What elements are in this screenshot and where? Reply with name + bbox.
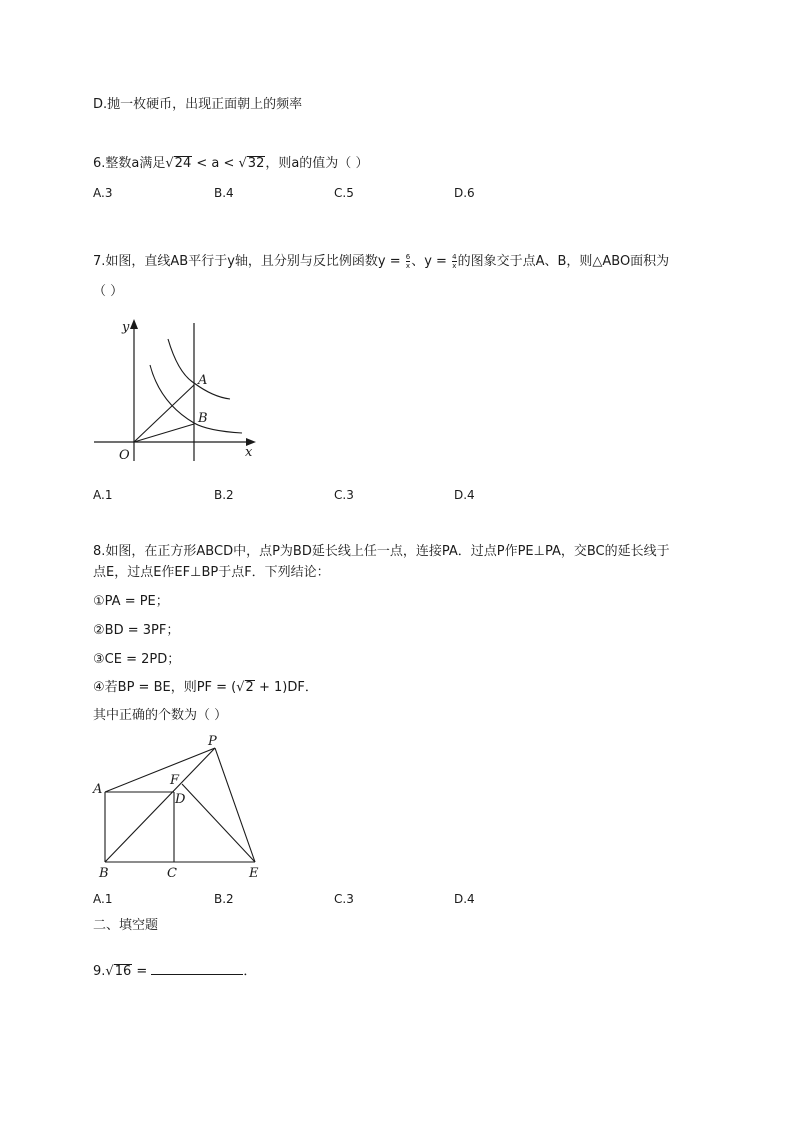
q6-stem: 6.整数a满足√24 < a < √32，则a的值为（ ）: [93, 156, 369, 171]
q9-answer-blank: [151, 962, 243, 975]
label-e: E: [249, 866, 259, 881]
q8-c4-suffix: + 1)DF．: [254, 680, 318, 695]
q7-fraction-4-x: $\frac{4}{x}$: [452, 253, 457, 270]
label-a: A: [93, 782, 103, 797]
q9-root-16: 16: [114, 964, 132, 979]
q9-prefix: 9.: [93, 964, 106, 979]
q8-option-a: A.1: [93, 892, 113, 906]
q6-option-c: C.5: [334, 186, 354, 200]
q6-prefix: 6.整数a满足: [93, 156, 166, 171]
y-axis-arrow-icon: [130, 319, 138, 329]
q8-c4-root: 2: [245, 680, 254, 695]
label-y: y: [122, 320, 130, 335]
q8-conclusion-3: ③CE = 2PD；: [93, 652, 181, 667]
q9-eq: =: [132, 964, 152, 979]
q7-option-a: A.1: [93, 488, 113, 502]
curve-y-6-over-x: [168, 339, 230, 399]
q8-conclusion-1: ①PA = PE；: [93, 594, 169, 609]
label-b: B: [99, 866, 109, 881]
label-o: O: [119, 448, 130, 463]
q8-conclusion-4: ④若BP = BE，则PF = (√2 + 1)DF．: [93, 680, 318, 695]
q8-conclusion-2: ②BD = 3PF；: [93, 623, 180, 638]
q7-fraction-6-x: $\frac{6}{x}$: [405, 253, 411, 270]
label-x: x: [245, 445, 253, 460]
q8-line-2: 点E，过点E作EF⊥BP于点F．下列结论：: [93, 565, 330, 580]
q8-figure: [88, 730, 278, 885]
q8-option-d: D.4: [454, 892, 475, 906]
q7-figure: [88, 313, 268, 465]
q8-option-c: C.3: [334, 892, 354, 906]
label-b: B: [198, 411, 208, 426]
q6-mid: < a <: [192, 156, 239, 171]
q6-option-d: D.6: [454, 186, 475, 200]
q8-line-1: 8.如图，在正方形ABCD中，点P为BD延长线上任一点，连接PA．过点P作PE⊥PA，交BC的延长线于: [93, 544, 670, 559]
segment-ap: [105, 748, 215, 792]
q7-option-c: C.3: [334, 488, 354, 502]
q8-c4-prefix: ④若BP = BE，则PF = (: [93, 680, 237, 695]
label-a: A: [198, 373, 208, 388]
label-c: C: [167, 866, 177, 881]
q7-option-d: D.4: [454, 488, 475, 502]
q6-suffix: ，则a的值为（ ）: [265, 156, 369, 171]
q7-stem: [93, 253, 669, 270]
segment-ef: [182, 784, 255, 862]
q7-paren: （ ）: [93, 284, 124, 299]
q7-prefix: 7.如图，直线AB平行于y轴，且分别与反比例函数y =: [93, 254, 405, 269]
label-p: P: [208, 734, 217, 749]
q9-stem: 9.√16 = ．: [93, 964, 257, 979]
q9-end: ．: [243, 964, 257, 979]
q7-mid: 、y =: [411, 254, 452, 269]
q8-question: 其中正确的个数为（ ）: [93, 708, 228, 723]
q6-root-32: 32: [247, 156, 265, 171]
q6-root-24: 24: [174, 156, 192, 171]
q8-option-b: B.2: [214, 892, 234, 906]
q7-suffix: 的图象交于点A、B，则△ABO面积为: [457, 254, 670, 269]
segment-bp: [105, 748, 215, 862]
q6-option-b: B.4: [214, 186, 234, 200]
q7-option-b: B.2: [214, 488, 234, 502]
segment-pe: [215, 748, 255, 862]
label-f: F: [170, 773, 180, 788]
section-title: 二、填空题: [93, 918, 159, 933]
label-d: D: [175, 792, 186, 807]
q6-option-a: A.3: [93, 186, 113, 200]
q5-option-d: D.抛一枚硬币，出现正面朝上的频率: [93, 97, 303, 112]
